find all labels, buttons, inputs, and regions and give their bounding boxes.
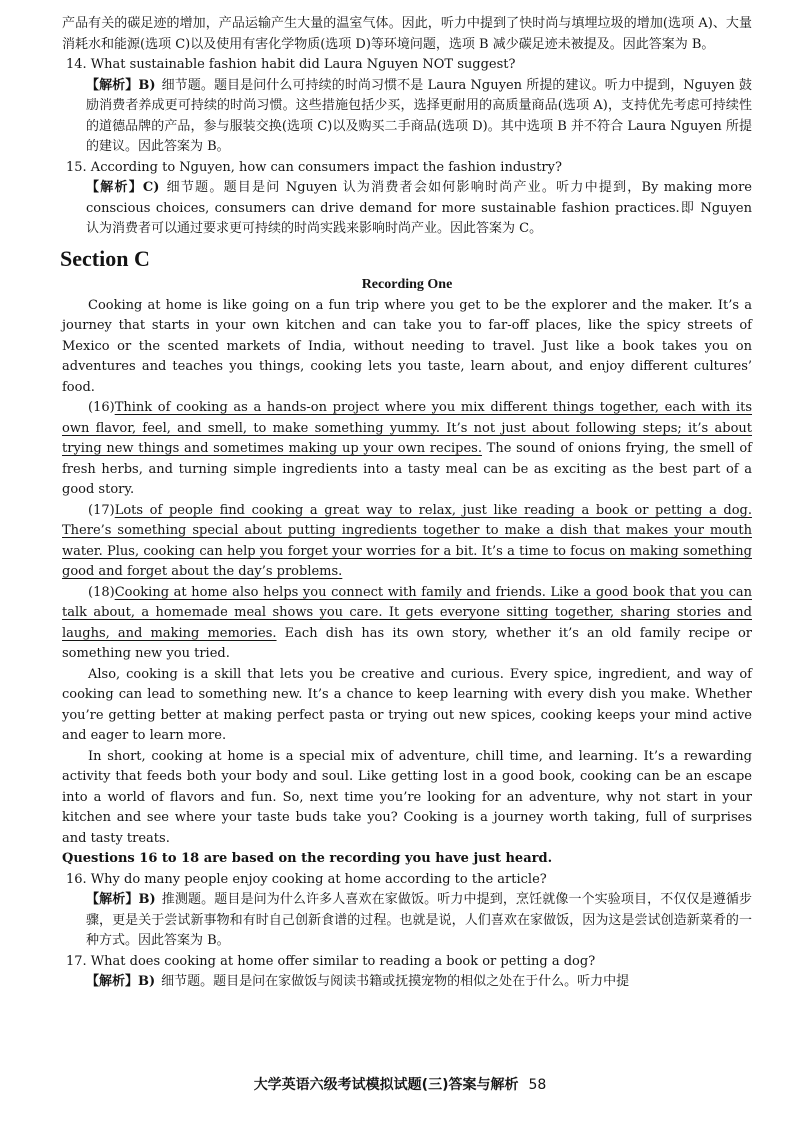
recording-title: Recording One xyxy=(361,276,453,292)
recording-paragraph-2 xyxy=(62,398,752,501)
question-title: 15. According to Nguyen, how can consumers impact the fashion industry? xyxy=(66,159,562,175)
paragraph-rest: Each dish has its own story, whether it’s an old family recipe or something new you tried. xyxy=(62,625,752,661)
underlined-text: Lots of people find cooking a great way to relax, just like reading a book or petting a dog. There’s something special about putting ingredients together to make a dish that makes your mouth water. Plus, cooking can help you forget your worries for a bit. It’s a time to focus on making something good and forget about the day’s problems. xyxy=(62,502,752,579)
section-title: Section C xyxy=(60,245,150,271)
question-title: 14. What sustainable fashion habit did Laura Nguyen NOT suggest? xyxy=(66,57,516,72)
explanation-text: 细节题。题目是问什么可持续的时尚习惯不是 Laura Nguyen 所提的建议。听力中提到，Nguyen 鼓励消费者养成更可持续的时尚习惯。这些措施包括少买，选择更耐用的高质量商品(选项 A)，支持优先考虑可持续性的道德品牌的产品，参与服装交换(选项 C)以及购买二手商品(选项 D)。其中选项 B 并不符合 Laura Nguyen 所提的建议。因此答案为 B。 xyxy=(86,77,752,154)
recording-paragraph-3 xyxy=(62,501,752,583)
explanation-text: 细节题。题目是问 Nguyen 认为消费者会如何影响时尚产业。听力中提到，By making more conscious choices, consumers can drive demand for more sustainable fashion practices.即 Nguyen 认为消费者可以通过要求更可持续的时尚实践来影响时尚产业。因此答案为 C。 xyxy=(86,180,752,236)
answer-tag: 【解析】B) xyxy=(86,77,156,93)
page-footer xyxy=(0,1074,800,1094)
underlined-text: Think of cooking as a hands-on project where you mix different things together, each with its own flavor, feel, and smell, to make something yummy. It’s not just about following steps; it’s about trying new things and sometimes making up your own recipes. xyxy=(62,400,752,456)
recording-paragraph-6: In short, cooking at home is a special mix of adventure, chill time, and learning. It’s a rewarding activity that feeds both your body and soul. Like getting lost in a good book, cooking can be an escape into a world of flavors and fun. So, next time you’re looking for an adventure, why not start in your kitchen and see where your taste buds take you? Cooking is a journey worth taking, full of surprises and tasty treats. xyxy=(62,748,752,846)
questions-heading: Questions 16 to 18 are based on the recording you have just heard. xyxy=(62,851,553,866)
answer-tag: 【解析】B) xyxy=(86,892,156,907)
answer-tag: 【解析】C) xyxy=(86,180,160,195)
question-title: 17. What does cooking at home offer similar to reading a book or petting a dog? xyxy=(66,953,596,969)
page-content xyxy=(62,14,752,993)
explanation-text: 细节题。题目是问在家做饭与阅读书籍或抚摸宠物的相似之处在于什么。听力中提 xyxy=(161,974,630,989)
marker-16: (16) xyxy=(88,400,115,415)
answer-tag: 【解析】B) xyxy=(86,974,156,989)
explanation xyxy=(62,890,752,952)
explanation xyxy=(62,76,752,158)
explanation-text: 推测题。题目是问为什么许多人喜欢在家做饭。听力中提到，烹饪就像一个实验项目，不仅仅是遵循步骤，更是关于尝试新事物和有时自己创新食谱的过程。也就是说，人们喜欢在家做饭，因为这是尝试创造新菜肴的一种方式。因此答案为 B。 xyxy=(86,892,752,948)
explanation xyxy=(62,178,752,240)
question-14 xyxy=(62,55,752,158)
recording-paragraph-5: Also, cooking is a skill that lets you be creative and curious. Every spice, ingredient, and way of cooking can lead to something new. It’s a chance to keep learning with every dish you make. Whether you’re getting better at making perfect pasta or trying out new spices, cooking keeps your mind active and eager to learn more. xyxy=(62,666,752,743)
question-15 xyxy=(62,158,752,240)
question-title: 16. Why do many people enjoy cooking at home according to the article? xyxy=(66,871,547,887)
recording-paragraph-1: Cooking at home is like going on a fun trip where you get to be the explorer and the maker. It’s a journey that starts in your own kitchen and can take you to far-off places, like the spicy streets of Mexico or the scented markets of India, without needing to travel. Just like a book takes you on adventures and teaches you things, cooking lets you taste, learn about, and enjoy different cultures’ food. xyxy=(62,297,752,395)
paragraph-rest: The sound of onions frying, the smell of fresh herbs, and turning simple ingredients into a tasty meal can be as exciting as the best part of a good story. xyxy=(62,441,752,497)
question-16 xyxy=(62,870,752,952)
underlined-text: Cooking at home also helps you connect with family and friends. Like a good book that you can talk about, a homemade meal shows you care. It gets everyone sitting together, sharing stories and laughs, and making memories. xyxy=(62,584,752,641)
recording-paragraph-4 xyxy=(62,583,752,665)
question-17 xyxy=(62,952,752,993)
explanation xyxy=(62,972,752,993)
marker-18: (18) xyxy=(88,584,115,600)
page-number: 58 xyxy=(528,1077,547,1093)
footer-title: 大学英语六级考试模拟试题(三)答案与解析 xyxy=(253,1077,519,1093)
intro-paragraph: 产品有关的碳足迹的增加，产品运输产生大量的温室气体。因此，听力中提到了快时尚与填埋垃圾的增加(选项 A)、大量消耗水和能源(选项 C)以及使用有害化学物质(选项 D)等环境问题，选项 B 减少碳足迹未被提及。因此答案为 B。 xyxy=(62,16,752,52)
marker-17: (17) xyxy=(88,502,115,518)
